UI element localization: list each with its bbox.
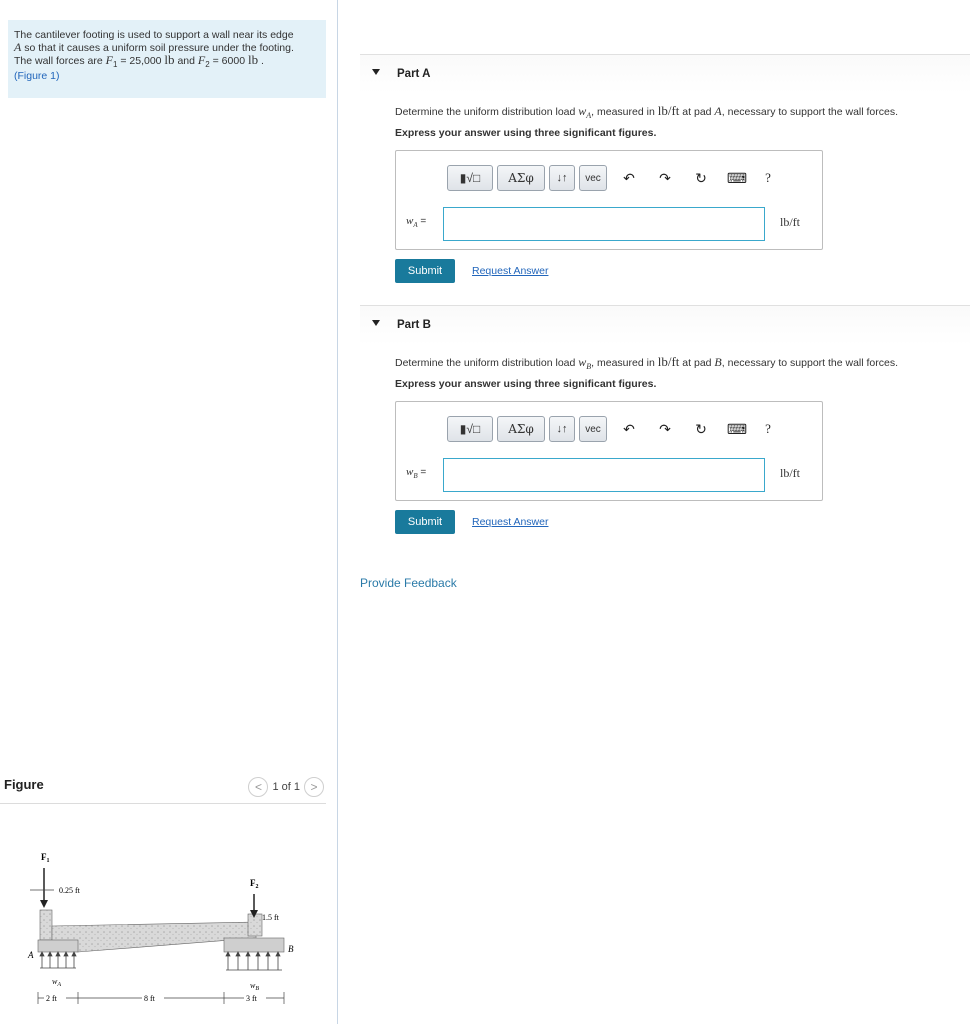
part-a-question: Determine the uniform distribution load $w_A$, measured in lb/ft at pad A, necessary to support the wall forces. [395,103,899,121]
pressure-arrows-b [226,952,282,970]
part-b-answer-input[interactable] [443,458,765,492]
part-a-request-answer-link[interactable]: Request Answer [472,265,549,277]
templates-button[interactable]: ▮√□ [447,416,493,442]
problem-statement [8,20,326,98]
left-panel [0,0,338,1024]
arrows-button[interactable]: ↓↑ [549,165,575,191]
help-icon[interactable]: ? [765,421,771,436]
keyboard-icon[interactable]: ⌨ [726,169,748,186]
label-b: B [288,944,294,954]
part-b-request-answer-link[interactable]: Request Answer [472,516,549,528]
f1-unit: lb [164,52,175,67]
templates-button[interactable]: ▮√□ [447,165,493,191]
prev-figure-button[interactable]: < [248,777,268,797]
problem-text-3: The wall forces are [14,55,106,67]
part-a-var-label: $w_A$ = [406,215,427,230]
part-b-title: Part B [397,319,431,331]
keyboard-icon[interactable]: ⌨ [726,420,748,437]
reset-icon[interactable]: ↻ [695,420,707,437]
part-b-header[interactable] [360,305,970,345]
undo-icon[interactable]: ↶ [623,420,635,437]
pad-a [38,940,78,952]
f1-sub: 1 [112,60,118,70]
part-a-answer-input[interactable] [443,207,765,241]
figure-link[interactable]: (Figure 1) [14,69,60,82]
wa-label: $w_A$ [52,977,62,988]
part-b-submit-button[interactable]: Submit [395,510,455,534]
f1-symbol: F [105,53,113,67]
f2-unit: lb [247,52,259,67]
problem-text-1: The cantilever footing is used to support a wall near its edge [14,29,294,41]
greek-button[interactable]: ΑΣφ [497,416,545,442]
dim-025-label: 0.25 ft [59,886,80,895]
part-b-var-label: $w_B$ = [406,466,427,481]
figure-header [0,770,326,804]
vec-button[interactable]: vec [579,416,607,442]
f2-label: $F_2$ [250,878,259,890]
help-icon[interactable]: ? [765,170,771,185]
footing-diagram [24,840,314,1020]
var-a: A [14,39,22,54]
part-b-answer-box [395,401,823,501]
dim-15-label: 1.5 ft [262,913,279,922]
redo-icon[interactable]: ↷ [659,420,671,437]
wb-label: $w_B$ [250,981,260,992]
pad-b [224,938,284,952]
provide-feedback-link[interactable]: Provide Feedback [360,576,457,590]
undo-icon[interactable]: ↶ [623,169,635,186]
part-a-header[interactable] [360,54,970,94]
part-b-unit: lb/ft [780,466,800,480]
f2-symbol: F [197,53,206,67]
greek-button[interactable]: ΑΣφ [497,165,545,191]
dim-8-label: 8 ft [144,994,155,1003]
pressure-arrows-a [40,952,76,968]
redo-icon[interactable]: ↷ [659,169,671,186]
figure-pager [248,777,324,797]
dim-2-label: 2 ft [46,994,57,1003]
part-a-toggle-icon[interactable] [372,69,380,75]
next-figure-button[interactable]: > [304,777,324,797]
part-b-question: Determine the uniform distribution load $w_B$, measured in lb/ft at pad B, necessary to support the wall forces. [395,354,899,372]
f1-label: $F_1$ [41,852,50,864]
left-wall [40,910,52,940]
part-a-title: Part A [397,68,431,80]
f2-value: = 6000 [209,55,248,67]
vec-button[interactable]: vec [579,165,607,191]
part-b-toggle-icon[interactable] [372,320,380,326]
reset-icon[interactable]: ↻ [695,169,707,186]
part-a-instruction: Express your answer using three significant figures. [395,127,657,139]
f1-arrowhead [40,900,48,908]
f2-sub: 2 [205,60,210,70]
label-a: A [28,950,34,960]
f1-value: = 25,000 [117,55,165,67]
arrows-button[interactable]: ↓↑ [549,416,575,442]
part-a-unit: lb/ft [780,215,800,229]
dim-3-label: 3 ft [246,994,257,1003]
part-b-toolbar [447,416,781,442]
part-b [360,305,970,545]
figure-title: Figure [4,777,44,792]
right-wall [248,914,262,936]
pager-text: 1 of 1 [272,781,300,793]
period: . [258,55,264,67]
part-b-instruction: Express your answer using three significant figures. [395,378,657,390]
and-text: and [174,55,198,67]
part-a-toolbar [447,165,781,191]
part-a [360,54,970,294]
part-a-submit-button[interactable]: Submit [395,259,455,283]
part-a-answer-box [395,150,823,250]
problem-text-2: so that it causes a uniform soil pressure under the footing. [21,41,294,54]
